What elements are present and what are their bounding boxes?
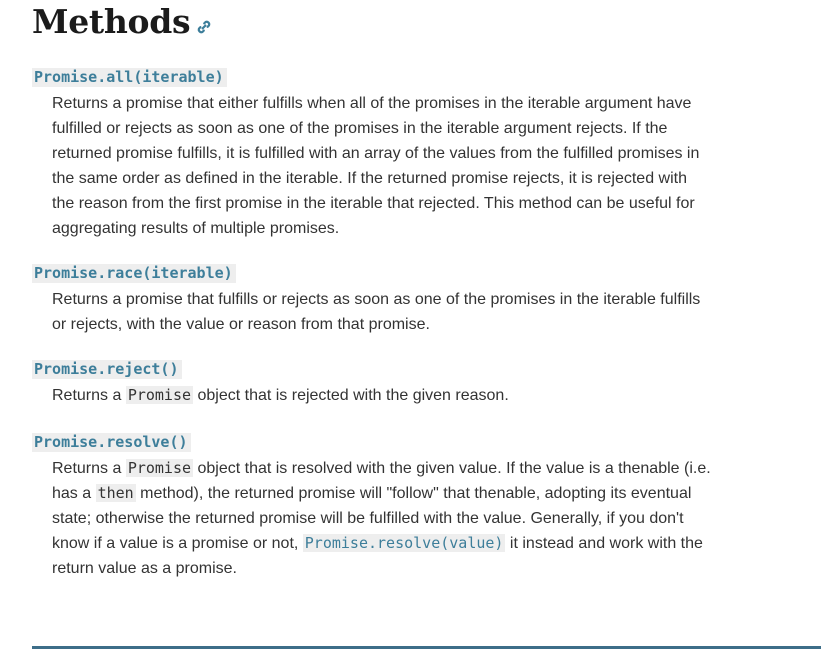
method-term-all [32,68,821,87]
inline-code-then: then [97,484,134,502]
desc-text: object that is rejected with the given reason. [193,387,509,404]
inline-link-promise-resolve[interactable]: Promise.resolve(value) [304,534,504,552]
method-link-race[interactable]: Promise.race(iterable) [32,264,236,283]
spacer [32,241,821,264]
section-divider [32,646,821,649]
section-title: Methods [32,2,191,41]
method-term-resolve [32,433,821,452]
method-link-resolve[interactable]: Promise.resolve() [32,433,191,452]
method-link-all[interactable]: Promise.all(iterable) [32,68,227,87]
desc-text: method), the returned promise will "follow" that thenable, adopting its eventual state; otherwise the returned promise will be fulfilled with the value. Generally, if you don't know if a value is a promise or not, [52,485,692,552]
method-description-all: Returns a promise that either fulfills when all of the promises in the iterable argument have fulfilled or rejects as soon as one of the promises in the iterable argument rejects. If the returned promise fulfills, it is fulfilled with an array of the values from the fulfilled promises in the same order as defined in the iterable. If the returned promise rejects, it is rejected with the reason from the first promise in the iterable that rejected. This method can be useful for aggregating results of multiple promises. [52,95,700,237]
spacer [32,337,821,360]
spacer [32,408,821,433]
method-link-reject[interactable]: Promise.reject() [32,360,182,379]
method-description-resolve [52,452,712,581]
method-term-reject [32,360,821,379]
method-term-race [32,264,821,283]
section-heading [32,2,212,44]
method-description-reject [52,379,712,408]
desc-text: Returns a [52,460,126,477]
desc-text: it instead and work with the return value as a promise. [52,535,703,577]
method-description-race: Returns a promise that fulfills or rejects as soon as one of the promises in the iterable fulfills or rejects, with the value or reason from that promise. [52,291,701,333]
desc-text: object that is resolved with the given value. If the value is a thenable (i.e. has a [52,460,711,502]
desc-text: Returns a [52,387,126,404]
link-icon[interactable] [196,4,212,44]
methods-list [32,68,821,581]
inline-code-promise: Promise [127,386,192,404]
inline-code-promise: Promise [127,459,192,477]
